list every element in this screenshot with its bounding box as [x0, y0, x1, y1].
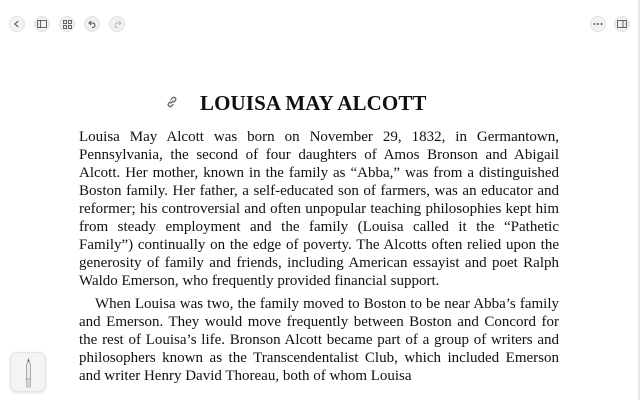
undo-icon — [88, 20, 97, 28]
grid-icon — [63, 20, 72, 29]
link-icon[interactable] — [165, 95, 179, 109]
sidebar-icon — [37, 20, 47, 28]
document-body — [79, 128, 559, 390]
redo-icon — [113, 20, 122, 28]
pen-icon — [11, 353, 47, 393]
paragraph: When Louisa was two, the family moved to Boston to be near Abba’s family and Emerson. They would move frequently between Boston and Concord for the rest of Louisa’s life. Bronson Alcott became part of a group of writers and philosophers known as the Transcendentalist Club, which included Emerson and writer Henry David Thoreau, both of whom Louisa — [79, 296, 559, 384]
more-icon — [593, 22, 603, 26]
redo-button[interactable] — [109, 16, 125, 32]
sidebar-button[interactable] — [34, 16, 50, 32]
paragraph: Louisa May Alcott was born on November 29, 1832, in Germantown, Pennsylvania, the second of four daughters of Amos Bronson and Abigail Alcott. Her mother, known in the family as “Abba,” was from a distinguished Boston family. Her father, a self-educated son of farmers, was an educator and reformer; his controversial and often unpopular teaching philosophies kept him from steady employment and the family (Louisa called it the “Pathetic Family”) continually on the edge of poverty. The Alcotts often relied upon the generosity of family and friends, including American essayist and poet Ralph Waldo Emerson, who frequently provided financial support. — [79, 129, 559, 289]
sidebar-toggle-button[interactable] — [614, 16, 630, 32]
title-row — [0, 88, 640, 118]
pen-tool-button[interactable] — [10, 352, 46, 392]
undo-button[interactable] — [84, 16, 100, 32]
back-button[interactable] — [9, 16, 25, 32]
back-icon — [13, 20, 21, 28]
toolbar — [0, 0, 640, 46]
sidebar-toggle-icon — [617, 20, 627, 28]
grid-button[interactable] — [59, 16, 75, 32]
more-button[interactable] — [590, 16, 606, 32]
page-title: LOUISA MAY ALCOTT — [200, 91, 427, 115]
